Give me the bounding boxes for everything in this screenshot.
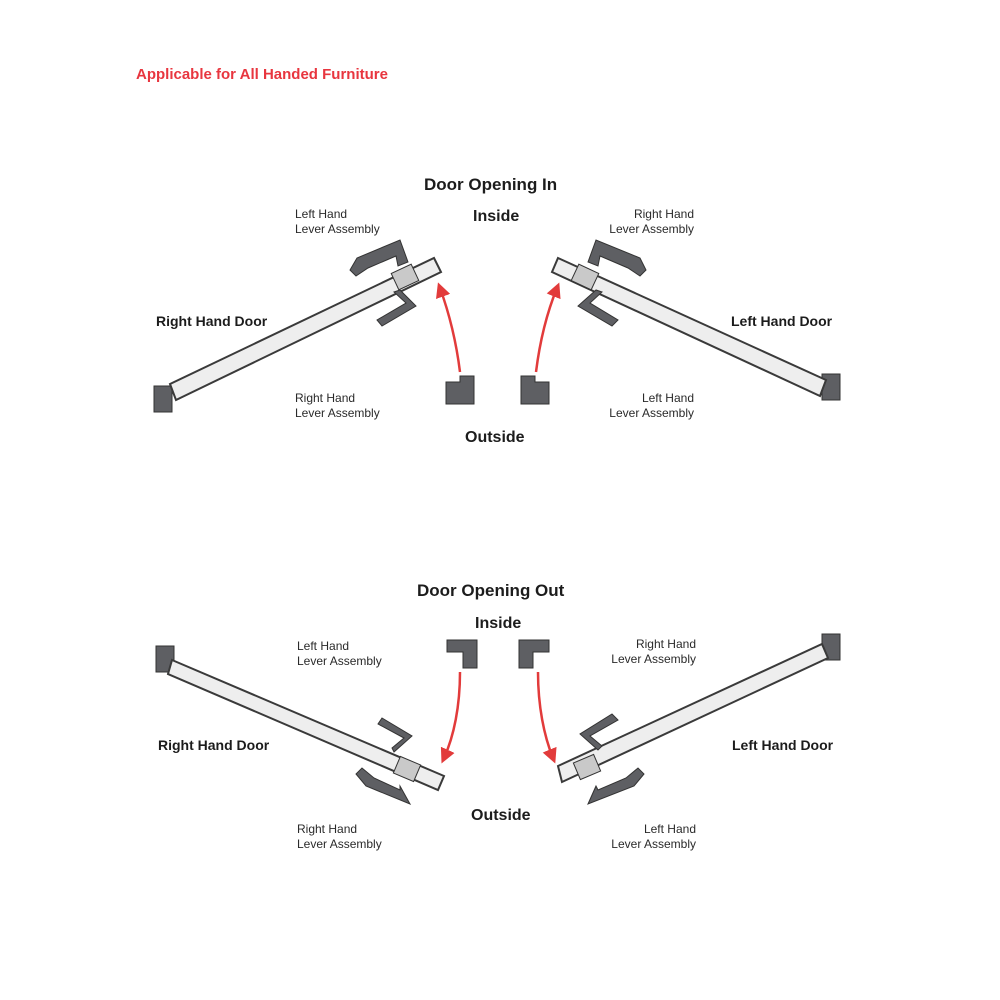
outside-label: Outside — [465, 429, 525, 446]
inside-label: Inside — [475, 615, 522, 632]
lever-assembly-label: Left Hand Lever Assembly — [295, 207, 380, 236]
hinge-jamb-icon — [154, 386, 172, 412]
lever-assembly-label: Right Hand Lever Assembly — [297, 822, 382, 851]
right-hand-door-label: Right Hand Door — [158, 737, 270, 753]
outside-label: Outside — [471, 807, 531, 824]
section-title-door-opening-out: Door Opening Out — [417, 581, 565, 600]
lever-assembly-label: Left Hand Lever Assembly — [609, 391, 694, 420]
frame-stop-left-icon — [447, 640, 477, 668]
left-hand-door-out — [558, 634, 840, 804]
swing-arrow-icon — [536, 288, 557, 372]
swing-arrow-icon — [538, 672, 553, 758]
lever-assembly-label: Right Hand Lever Assembly — [611, 637, 696, 666]
frame-stop-right-icon — [519, 640, 549, 668]
right-hand-door-out — [156, 646, 444, 804]
lever-assembly-label: Right Hand Lever Assembly — [295, 391, 380, 420]
hinge-jamb-icon — [822, 374, 840, 400]
swing-arrow-icon — [444, 672, 460, 758]
inside-label: Inside — [473, 208, 520, 225]
lever-handle-outside-icon — [588, 768, 644, 804]
left-hand-door-label: Left Hand Door — [731, 313, 833, 329]
left-hand-door-label: Left Hand Door — [732, 737, 834, 753]
frame-stop-left-icon — [446, 376, 474, 404]
swing-arrow-icon — [440, 288, 460, 372]
banner-title: Applicable for All Handed Furniture — [136, 66, 388, 83]
section-title-door-opening-in: Door Opening In — [424, 175, 558, 194]
frame-stop-right-icon — [521, 376, 549, 404]
lever-handle-inside-icon — [588, 240, 646, 276]
lever-assembly-label: Right Hand Lever Assembly — [609, 207, 694, 236]
lever-handle-inside-icon — [378, 718, 412, 752]
lever-assembly-label: Left Hand Lever Assembly — [611, 822, 696, 851]
right-hand-door-label: Right Hand Door — [156, 313, 268, 329]
lever-assembly-label: Left Hand Lever Assembly — [297, 639, 382, 668]
